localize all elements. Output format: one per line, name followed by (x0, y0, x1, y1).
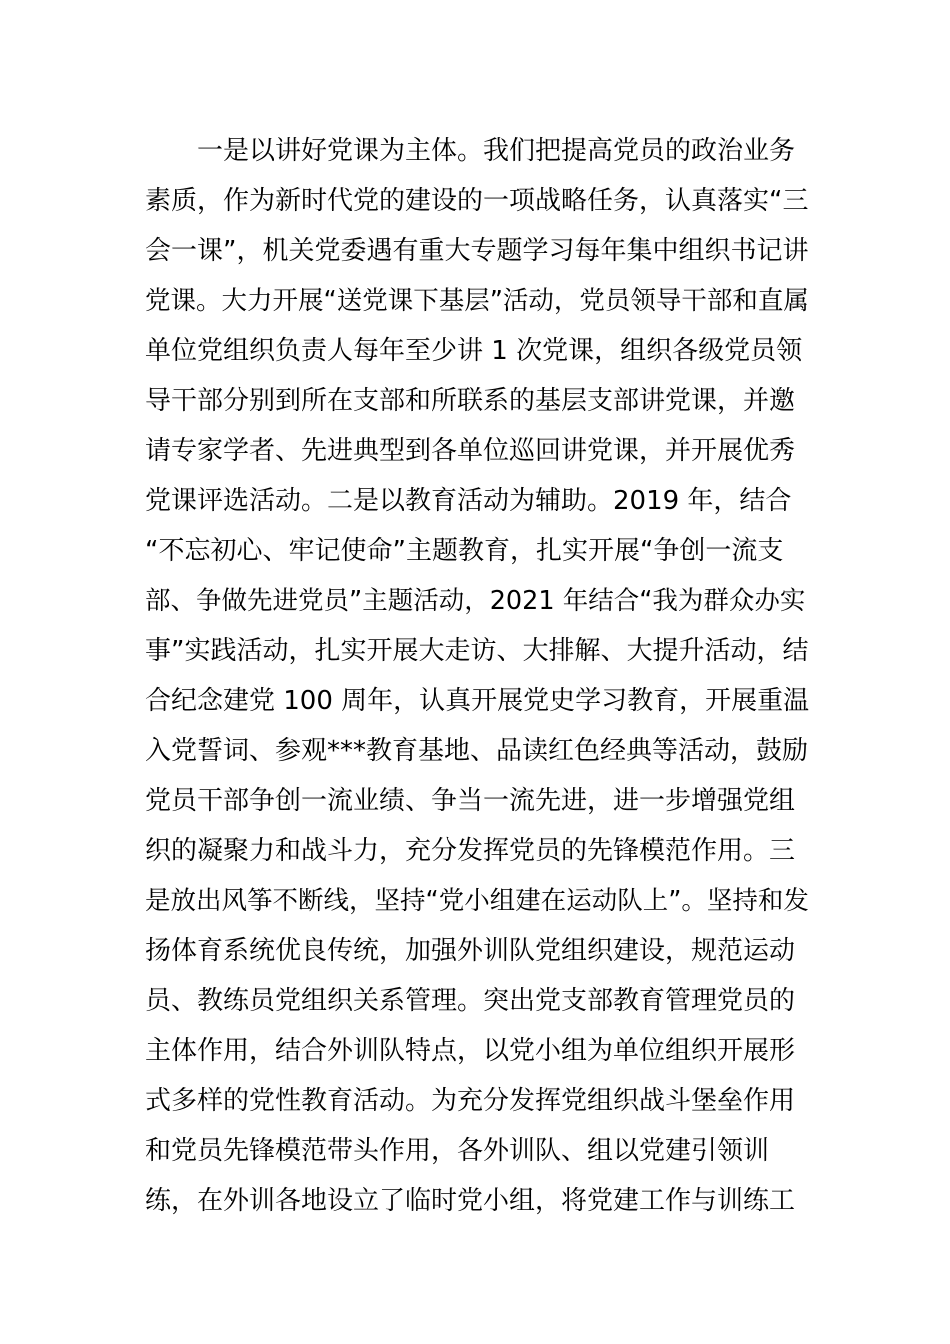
text-line-21: 和党员先锋模范带头作用，各外训队、组以党建引领训 (145, 1136, 770, 1166)
text-line-9: “不忘初心、牢记使命”主题教育，扎实开展“争创一流支 (145, 536, 784, 566)
text-line-6: 导干部分别到所在支部和所联系的基层支部讲党课，并邀 (145, 386, 796, 416)
text-line-3: 会一课”，机关党委遇有重大专题学习每年集中组织书记讲 (145, 236, 809, 266)
text-line-18: 员、教练员党组织关系管理。突出党支部教育管理党员的 (145, 986, 796, 1016)
text-line-14: 党员干部争创一流业绩、争当一流先进，进一步增强党组 (145, 786, 796, 816)
body-paragraph (145, 126, 810, 1226)
text-line-19: 主体作用，结合外训队特点，以党小组为单位组织开展形 (145, 1036, 796, 1066)
text-line-5: 单位党组织负责人每年至少讲 1 次党课，组织各级党员领 (145, 336, 803, 366)
text-line-7: 请专家学者、先进典型到各单位巡回讲党课，并开展优秀 (145, 436, 796, 466)
text-line-10: 部、争做先进党员”主题活动，2021 年结合“我为群众办实 (145, 586, 806, 616)
text-line-20: 式多样的党性教育活动。为充分发挥党组织战斗堡垒作用 (145, 1086, 796, 1116)
text-line-17: 扬体育系统优良传统，加强外训队党组织建设，规范运动 (145, 936, 796, 966)
text-line-22: 练，在外训各地设立了临时党小组，将党建工作与训练工 (145, 1186, 796, 1216)
text-line-11: 事”实践活动，扎实开展大走访、大排解、大提升活动，结 (145, 636, 809, 666)
text-line-1: 一是以讲好党课为主体。我们把提高党员的政治业务 (145, 136, 796, 166)
text-line-13: 入党誓词、参观***教育基地、品读红色经典等活动，鼓励 (145, 736, 809, 766)
text-line-15: 织的凝聚力和战斗力，充分发挥党员的先锋模范作用。三 (145, 836, 796, 866)
text-line-8: 党课评选活动。二是以教育活动为辅助。2019 年，结合 (145, 486, 792, 516)
text-line-16: 是放出风筝不断线，坚持“党小组建在运动队上”。坚持和发 (145, 886, 809, 916)
text-line-2: 素质，作为新时代党的建设的一项战略任务，认真落实“三 (145, 186, 809, 216)
text-line-12: 合纪念建党 100 周年，认真开展党史学习教育，开展重温 (145, 686, 810, 716)
text-line-4: 党课。大力开展“送党课下基层”活动，党员领导干部和直属 (145, 286, 809, 316)
